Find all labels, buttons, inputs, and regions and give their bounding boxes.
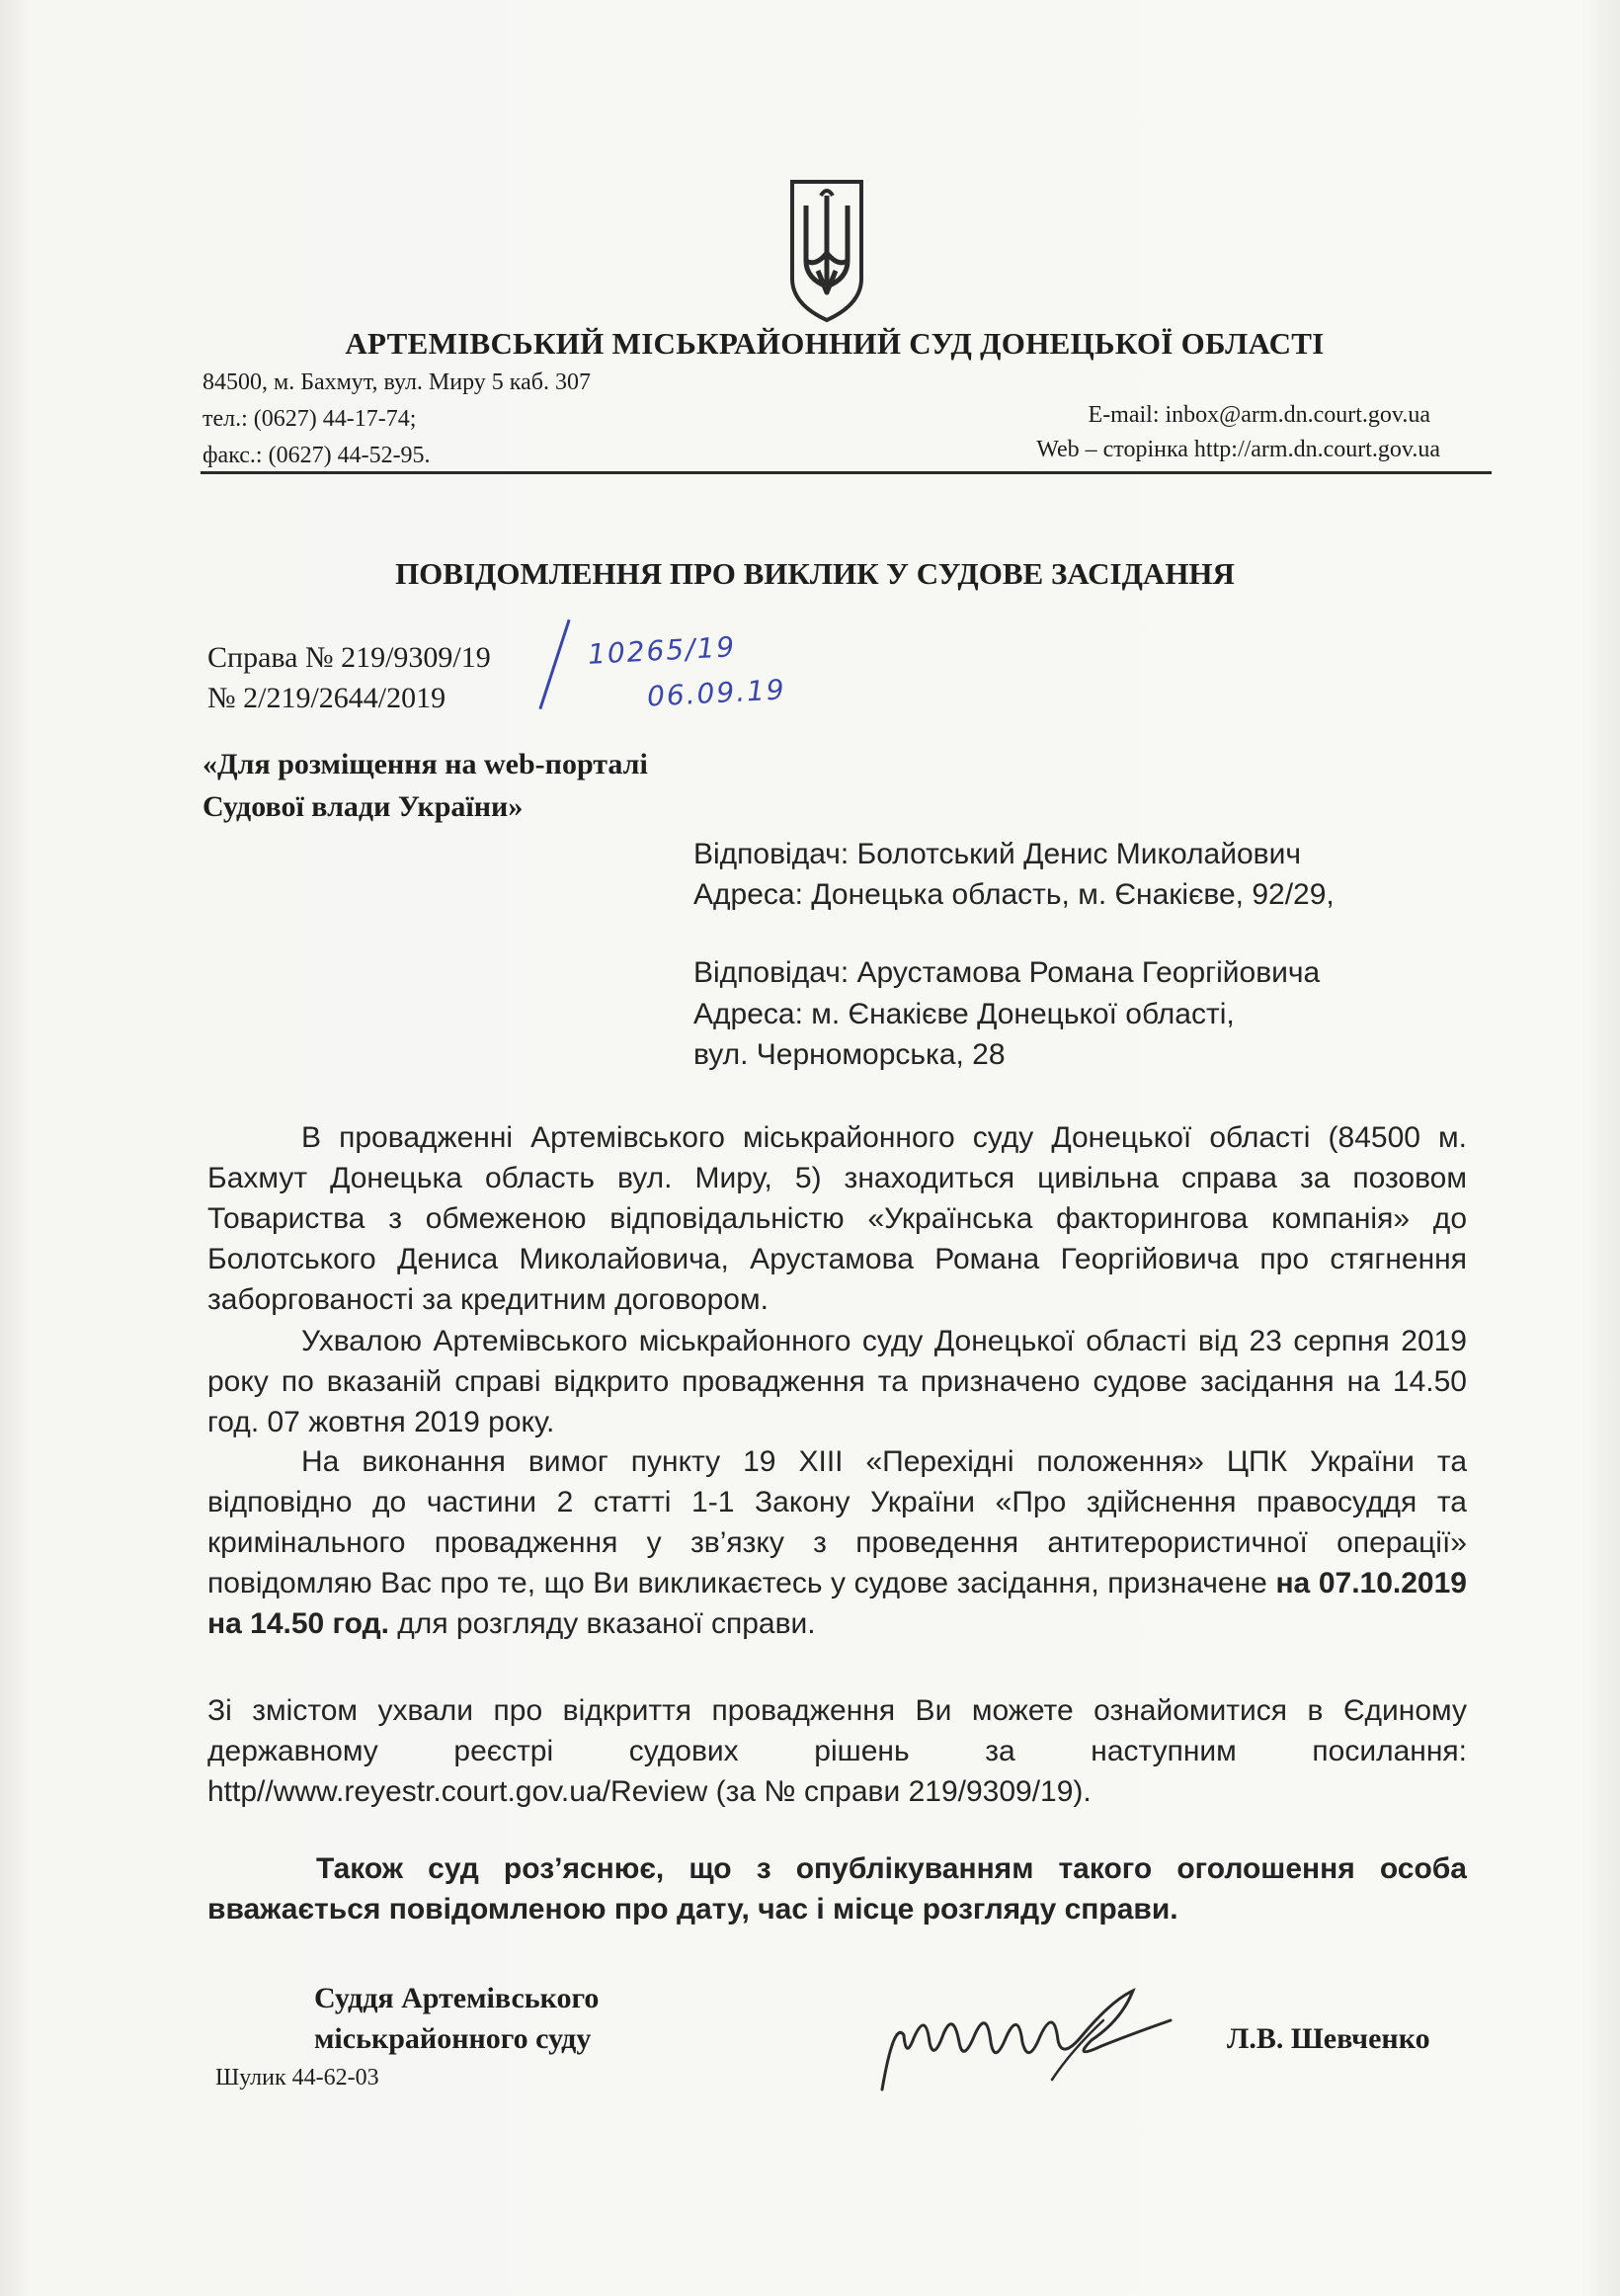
- judge-title: Суддя Артемівського: [314, 1982, 600, 2014]
- court-web: Web – сторінка http://arm.dn.court.gov.ua: [1036, 437, 1440, 462]
- judge-name: Л.В. Шевченко: [1227, 2022, 1430, 2055]
- respondent-2-street: вул. Черноморська, 28: [693, 1038, 1006, 1071]
- body-paragraph-1: В провадженні Артемівського міськрайонного суду Донецької області (84500 м. Бахмут Донецька область вул. Миру, 5) знаходиться цивільна справа за позовом Товариства з обмеженою відповідальністю «Українська факторингова компанія» до Болотського Дениса Миколайовича, Арустамова Романа Георгійовича про стягнення заборгованості за кредитним договором.: [207, 1121, 1467, 1316]
- web-portal-note: Судової влади України»: [202, 790, 524, 823]
- body-paragraph-5: Також суд роз’яснює, що з опублікуванням такого оголошення особа вважається повідомленою про дату, час і місце розгляду справи.: [207, 1852, 1467, 1926]
- paragraph-text: для розгляду вказаної справи.: [388, 1607, 816, 1640]
- clerk-contact: Шулик 44-62-03: [215, 2065, 379, 2091]
- court-phone: тел.: (0627) 44-17-74;: [202, 406, 417, 432]
- paragraph-text: На виконання вимог пункту 19 ХІІІ «Перехідні положення» ЦПК України та відповідно до частини 2 статті 1-1 Закону України «Про здійснення правосуддя та кримінального провадження у зв’язку з проведення антитерористичної операції» повідомляю Вас про те, що Ви викликаєтесь у судове засідання, призначене: [207, 1445, 1467, 1599]
- court-fax: факс.: (0627) 44-52-95.: [202, 443, 431, 468]
- respondent-2-name: Відповідач: Арустамова Романа Георгійовича: [693, 956, 1321, 989]
- judge-title: міськрайонного суду: [314, 2022, 592, 2055]
- document-title: ПОВІДОМЛЕННЯ ПРО ВИКЛИК У СУДОВЕ ЗАСІДАННЯ: [395, 556, 1235, 591]
- case-number: Справа № 219/9309/19: [207, 641, 491, 674]
- body-paragraph-3: [207, 1441, 1467, 1644]
- handwritten-registration-number: 10265/19: [587, 630, 737, 671]
- web-portal-note: «Для розміщення на web-порталі: [202, 748, 648, 780]
- court-email: E-mail: inbox@arm.dn.court.gov.ua: [1088, 402, 1430, 428]
- respondent-2-address: Адреса: м. Єнакієве Донецької області,: [693, 998, 1235, 1030]
- body-paragraph-4: Зі змістом ухвали про відкриття провадження Ви можете ознайомитися в Єдиному державному реєстрі судових рішень за наступним посилання: http//www.reyestr.court.gov.ua/Review (за № справи 219/9309/19).: [207, 1694, 1467, 1808]
- header-divider: [201, 471, 1492, 474]
- proceeding-number: № 2/219/2644/2019: [207, 682, 446, 714]
- court-address: 84500, м. Бахмут, вул. Миру 5 каб. 307: [202, 369, 591, 395]
- handwritten-signature: [874, 1981, 1210, 2099]
- coat-of-arms-icon: [788, 176, 865, 324]
- hearing-on: на: [1275, 1567, 1311, 1599]
- respondent-1-address: Адреса: Донецька область, м. Єнакієве, 92/29,: [693, 878, 1335, 911]
- hearing-datetime: 07.10.2019 на 14.50 год.: [207, 1567, 1467, 1640]
- respondent-1-name: Відповідач: Болотський Денис Миколайович: [693, 838, 1301, 870]
- handwritten-registration-date: 06.09.19: [646, 673, 787, 713]
- court-name: АРТЕМІВСЬКИЙ МІСЬКРАЙОННИЙ СУД ДОНЕЦЬКОЇ ОБЛАСТІ: [345, 326, 1325, 361]
- handwritten-slash: [538, 619, 570, 709]
- body-paragraph-2: Ухвалою Артемівського міськрайонного суду Донецької області від 23 серпня 2019 року по вказаній справі відкрито провадження та призначено судове засідання на 14.50 год. 07 жовтня 2019 року.: [207, 1325, 1467, 1438]
